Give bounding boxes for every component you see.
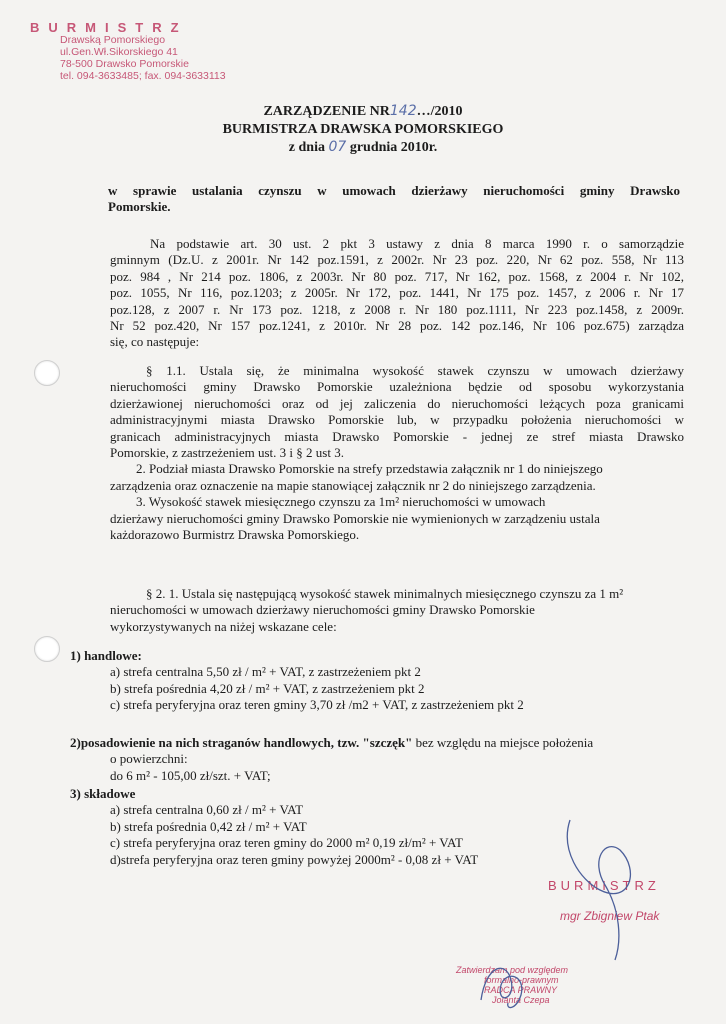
preamble-line: poz. 984 , Nr 214 poz. 1806, z 2003r. Nr 80 poz. 717, Nr 162, poz. 1568, z 2004 r. Nr 102,	[110, 268, 684, 284]
preamble-line: gminnym (Dz.U. z 2001r. Nr 142 poz.1591, z 2002r. Nr 23 poz. 220, Nr 62 poz. 558, Nr 113	[110, 252, 684, 268]
paragraph-2-intro	[110, 586, 684, 635]
subject-line: Pomorskie.	[108, 199, 171, 215]
title-suffix: /2010	[430, 104, 463, 119]
stamp-line: Drawską Pomorskiego	[60, 34, 166, 46]
list-item: b) strefa pośrednia 0,42 zł / m² + VAT	[110, 818, 307, 834]
paragraph-1	[110, 363, 684, 543]
list-item: a) strefa centralna 0,60 zł / m² + VAT	[110, 802, 304, 818]
preamble-line: poz.128, z 2007 r. Nr 173 poz. 1218, z 2008 r. Nr 180 poz.1111, Nr 223 poz.1458, z 2009r.	[110, 301, 684, 317]
punch-hole	[34, 360, 60, 386]
handwritten-day: 07	[328, 139, 347, 155]
paragraph-line: zarządzenia oraz oznaczenie na mapie stanowiącej załącznik nr 2 do niniejszego zarządzenia.	[110, 477, 596, 493]
section-stragany	[70, 735, 710, 784]
paragraph-line: nieruchomości gminy Drawsko Pomorskie uzależniona będzie od sposobu wykorzystania	[110, 379, 684, 395]
preamble-line: Na podstawie art. 30 ust. 2 pkt 3 ustawy z dnia 8 marca 1990 r. o samorządzie	[150, 236, 684, 251]
stamp-office-name: BURMISTRZ	[30, 20, 188, 35]
list-item: c) strefa peryferyjna oraz teren gminy 3,70 zł /m2 + VAT, z zastrzeżeniem pkt 2	[110, 697, 524, 713]
paragraph-line: administracyjnymi miasta Drawsko Pomorskie lub, w przypadku położenia nieruchomości w	[110, 412, 684, 428]
stamp-title: BURMISTRZ	[548, 878, 660, 893]
approval-signature	[476, 955, 536, 1015]
approval-line: RADCA PRAWNY	[484, 985, 558, 995]
list-item: b) strefa pośrednia 4,20 zł / m² + VAT, z zastrzeżeniem pkt 2	[110, 680, 425, 696]
list-item: a) strefa centralna 5,50 zł / m² + VAT, z zastrzeżeniem pkt 2	[110, 664, 421, 680]
section-title: 2)posadowienie na nich straganów handlowych, tzw. "szczęk"	[70, 735, 413, 750]
paragraph-line: 2. Podział miasta Drawsko Pomorskie na strefy przedstawia załącznik nr 1 do niniejszego	[136, 461, 603, 477]
stamp-name: mgr Zbigniew Ptak	[560, 909, 660, 923]
paragraph-line: nieruchomości w umowach dzierżawy nieruchomości gminy Drawsko Pomorskie	[110, 602, 535, 618]
approval-line: Jolanta Czepa	[492, 995, 550, 1005]
paragraph-line: § 2. 1. Ustala się następującą wysokość stawek minimalnych miesięcznego czynszu za 1 m²	[146, 586, 624, 601]
preamble	[110, 236, 684, 351]
paragraph-line: 3. Wysokość stawek miesięcznego czynszu za 1m² nieruchomości w umowach	[136, 494, 546, 510]
section-title-rest: bez względu na miejsce położenia	[412, 735, 594, 750]
office-stamp	[30, 20, 252, 82]
preamble-line: poz. 1055, Nr 116, poz.1203; z 2005r. Nr 172, poz. 1441, Nr 175 poz. 1457, z 2006 r. Nr 17	[110, 285, 684, 301]
stamp-line: ul.Gen.Wł.Sikorskiego 41	[60, 46, 178, 58]
document-title: ZARZĄDZENIE NR142…/2010	[263, 103, 463, 119]
paragraph-line: § 1.1. Ustala się, że minimalna wysokość stawek czynszu w umowach dzierżawy	[146, 363, 684, 378]
section-handlowe	[70, 648, 710, 714]
date-prefix: z dnia	[288, 140, 325, 155]
date-suffix: grudnia 2010r.	[349, 140, 438, 155]
paragraph-line: każdorazowo Burmistrz Drawska Pomorskiego.	[110, 527, 360, 543]
paragraph-line: dzierżawy nieruchomości gminy Drawsko Pomorskie nie wymienionych w zarządzeniu ustala	[110, 510, 600, 526]
paragraph-line: granicach administracyjnych miasta Drawsko Pomorskie - jednej ze stref miasta Drawsko	[110, 428, 684, 444]
approval-line: formalno-prawnym	[484, 975, 559, 985]
list-item: o powierzchni:	[110, 751, 188, 767]
title-prefix: ZARZĄDZENIE NR	[263, 104, 390, 119]
stamp-line: tel. 094-3633485; fax. 094-3633113	[60, 70, 226, 82]
document-subject	[108, 183, 680, 216]
signature-scribble	[560, 810, 680, 970]
punch-hole	[34, 636, 60, 662]
document-date	[0, 139, 726, 156]
section-title: 3) składowe	[70, 786, 136, 801]
list-item: c) strefa peryferyjna oraz teren gminy do 2000 m² 0,19 zł/m² + VAT	[110, 835, 463, 851]
stamp-line: 78-500 Drawsko Pomorskie	[60, 58, 189, 70]
section-title: 1) handlowe:	[70, 648, 142, 663]
paragraph-line: Pomorskie, z zastrzeżeniem ust. 3 i § 2 ust 3.	[110, 445, 344, 461]
approval-line: Zatwierdzam pod względem	[456, 965, 569, 975]
list-item: do 6 m² - 105,00 zł/szt. + VAT;	[110, 767, 271, 783]
preamble-line: Nr 52 poz.420, Nr 157 poz.1241, z 2010r. Nr 28 poz. 142 poz.146, Nr 106 poz.675) zarządza	[110, 318, 684, 334]
handwritten-number: 142	[389, 103, 417, 119]
paragraph-line: wykorzystywanych na niżej wskazane cele:	[110, 618, 337, 634]
preamble-line: się, co następuje:	[110, 334, 200, 350]
paragraph-line: dzierżawionej nieruchomości oraz od jej zaliczenia do nieruchomości leżących poza granicami	[110, 395, 684, 411]
subject-line: w sprawie ustalania czynszu w umowach dzierżawy nieruchomości gminy Drawsko	[108, 183, 680, 198]
list-item: d)strefa peryferyjna oraz teren gminy powyżej 2000m² - 0,08 zł + VAT	[110, 851, 479, 867]
document-issuer: BURMISTRZA DRAWSKA POMORSKIEGO	[222, 122, 504, 137]
